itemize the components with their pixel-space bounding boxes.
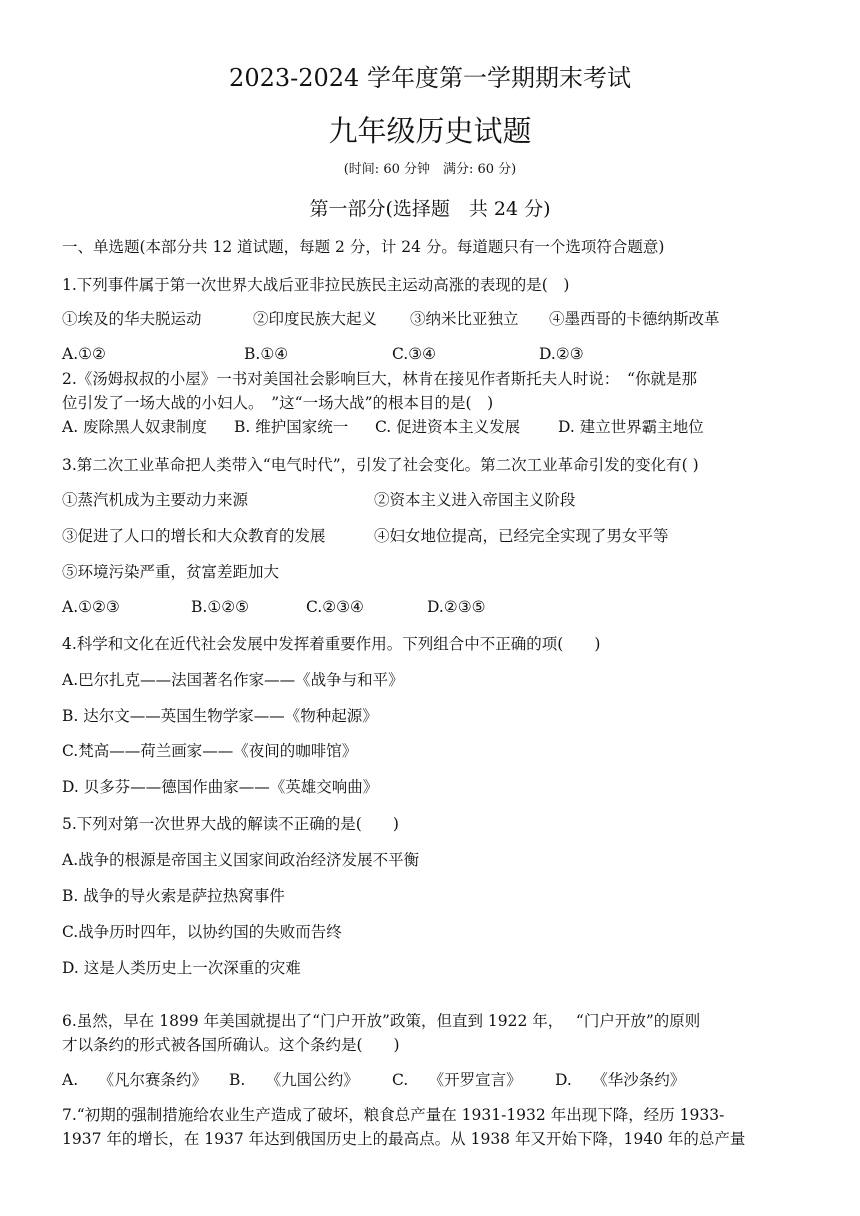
q3-item-5: ⑤环境污染严重，贫富差距加大 [62,563,280,581]
q2-stem-line1: 2.《汤姆叔叔的小屋》一书对美国社会影响巨大，林肯在接见作者斯托夫人时说： “你就是那 [62,370,697,388]
q6-option-c: C. 《开罗宣言》 [392,1071,522,1089]
q3-item-4: ④妇女地位提高，已经完全实现了男女平等 [374,527,669,545]
q1-item-2: ②印度民族大起义 [253,310,378,328]
q6-stem-line2: 才以条约的形式被各国所确认。这个条约是( ) [62,1036,400,1054]
part1-title: 第一部分(选择题 共 24 分) [309,198,551,220]
exam-subject-title: 九年级历史试题 [328,114,532,148]
q3-option-d: D.②③⑤ [427,598,486,616]
q1-stem: 1.下列事件属于第一次世界大战后亚非拉民族民主运动高涨的表现的是( ) [62,276,570,294]
q5-option-a: A.战争的根源是帝国主义国家间政治经济发展不平衡 [62,851,420,869]
q3-item-1: ①蒸汽机成为主要动力来源 [62,491,249,509]
q4-option-c: C.梵高——荷兰画家——《夜间的咖啡馆》 [62,742,358,760]
q6-option-b: B. 《九国公约》 [229,1071,359,1089]
q3-item-2: ②资本主义进入帝国主义阶段 [374,491,576,509]
exam-title: 2023-2024 学年度第一学期期末考试 [229,64,631,92]
q4-option-b: B. 达尔文——英国生物学家——《物种起源》 [62,707,378,725]
q2-option-a: A. 废除黑人奴隶制度 [62,418,208,436]
q6-stem-line1: 6.虽然，早在 1899 年美国就提出了“门户开放”政策，但直到 1922 年， “门户开放”的原则 [62,1012,701,1030]
q3-item-3: ③促进了人口的增长和大众教育的发展 [62,527,326,545]
q2-option-d: D. 建立世界霸主地位 [558,418,704,436]
q1-option-b: B.①④ [244,345,289,363]
q5-option-b: B. 战争的导火索是萨拉热窝事件 [62,887,285,905]
part1-instruction: 一、单选题(本部分共 12 道试题，每题 2 分，计 24 分。每道题只有一个选项符合题意) [62,238,665,256]
q4-stem: 4.科学和文化在近代社会发展中发挥着重要作用。下列组合中不正确的项( ) [62,635,601,653]
q3-option-c: C.②③④ [306,598,364,616]
q2-option-b: B. 维护国家统一 [234,418,349,436]
q1-option-c: C.③④ [392,345,437,363]
q3-option-a: A.①②③ [62,598,120,616]
q1-item-3: ③纳米比亚独立 [410,310,519,328]
q1-option-a: A.①② [62,345,106,363]
q5-option-c: C.战争历时四年，以协约国的失败而告终 [62,923,342,941]
q3-stem: 3.第二次工业革命把人类带入“电气时代”，引发了社会变化。第二次工业革命引发的变化有( ) [62,456,699,474]
q1-item-4: ④墨西哥的卡德纳斯改革 [549,310,720,328]
q2-stem-line2: 位引发了一场大战的小妇人。 ”这“一场大战”的根本目的是( ) [62,394,494,412]
exam-time-info: (时间: 60 分钟 满分: 60 分) [343,162,517,177]
q4-option-d: D. 贝多芬——德国作曲家——《英雄交响曲》 [62,778,379,796]
q1-item-1: ①埃及的华夫脱运动 [62,310,202,328]
q2-option-c: C. 促进资本主义发展 [375,418,521,436]
q4-option-a: A.巴尔扎克——法国著名作家——《战争与和平》 [62,671,404,689]
q6-option-a: A. 《凡尔赛条约》 [62,1071,208,1089]
q3-option-b: B.①②⑤ [191,598,250,616]
q1-option-d: D.②③ [539,345,584,363]
q7-stem-line1: 7.“初期的强制措施给农业生产造成了破坏，粮食总产量在 1931-1932 年出现下降，经历 1933- [62,1106,725,1124]
q5-option-d: D. 这是人类历史上一次深重的灾难 [62,959,301,977]
q7-stem-line2: 1937 年的增长，在 1937 年达到俄国历史上的最高点。从 1938 年又开始下降，1940 年的总产量 [62,1130,746,1148]
q6-option-d: D. 《华沙条约》 [555,1071,686,1089]
q5-stem: 5.下列对第一次世界大战的解读不正确的是( ) [62,815,399,833]
